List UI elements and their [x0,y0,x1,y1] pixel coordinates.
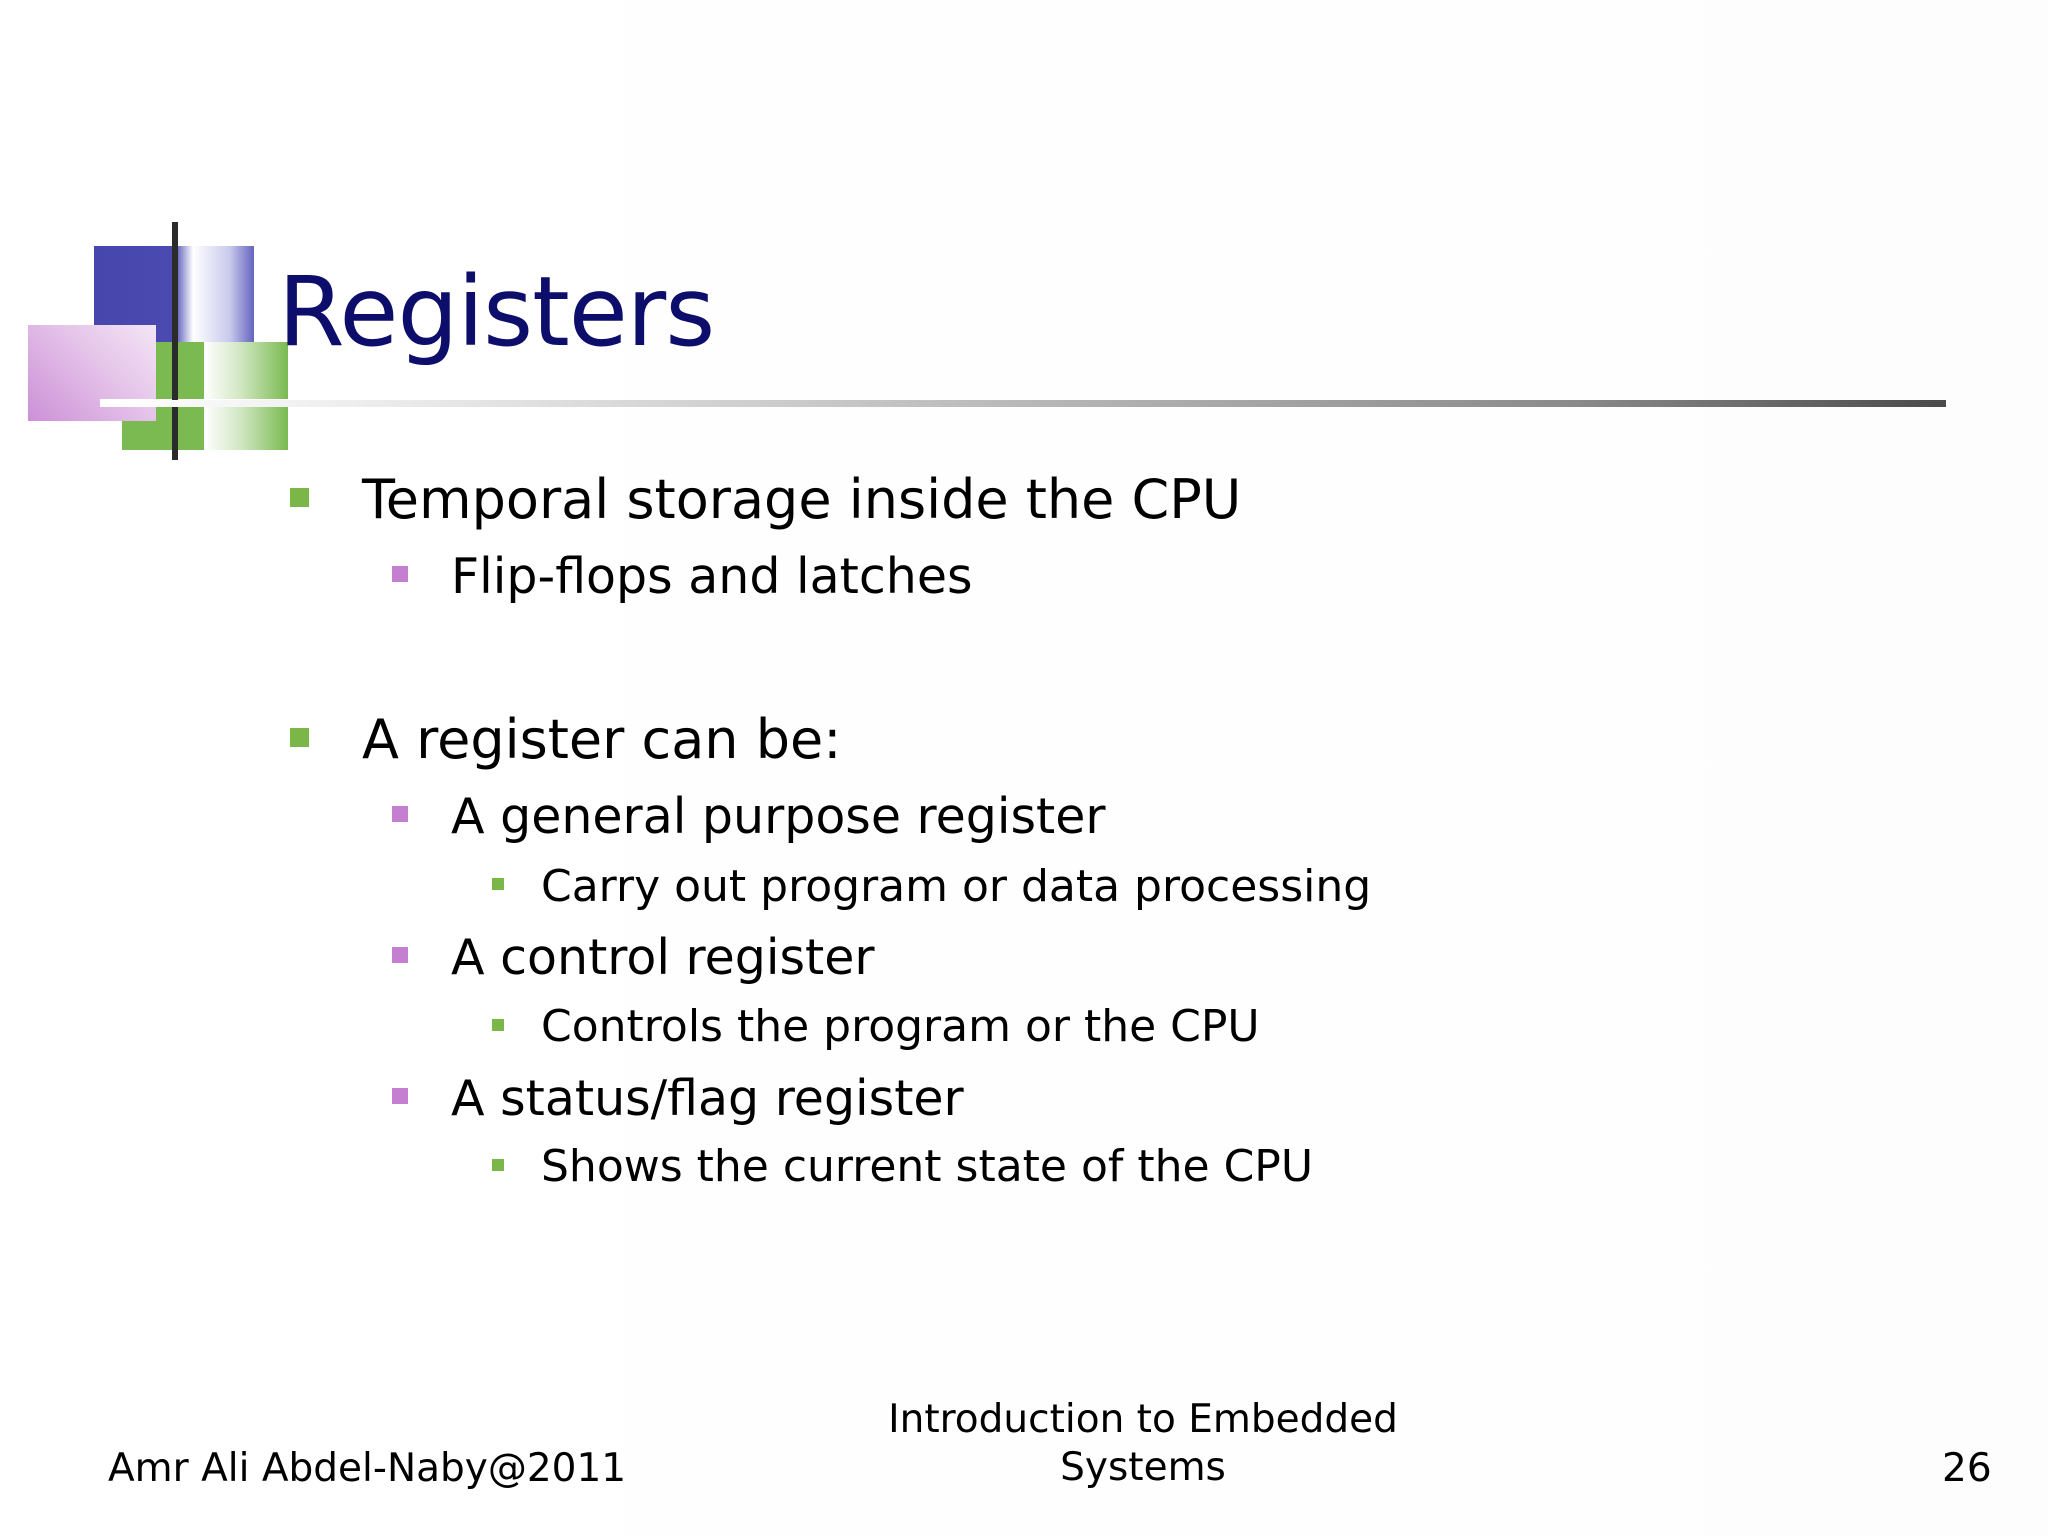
bullet-marker-level2 [392,1088,408,1104]
logo-green-gradient-square [204,342,288,450]
bullet-marker-level2 [392,566,408,582]
slide-title: Registers [278,256,715,368]
bullet-marker-level2 [392,806,408,822]
bullet-marker-level1 [290,488,309,507]
bullet-level2: A status/flag register [451,1070,964,1127]
bullet-marker-level1 [290,728,309,747]
bullet-level1: Temporal storage inside the CPU [362,468,1242,531]
bullet-level2: A control register [451,929,875,986]
bullet-marker-level3 [492,878,504,890]
bullet-marker-level3 [492,1019,504,1031]
footer-author: Amr Ali Abdel-Naby@2011 [108,1446,627,1491]
logo-vertical-line [172,222,178,460]
bullet-level3: Shows the current state of the CPU [541,1141,1314,1192]
bullet-marker-level2 [392,947,408,963]
bullet-level3: Controls the program or the CPU [541,1001,1260,1052]
footer-course-line2: Systems [1060,1445,1226,1490]
bullet-marker-level3 [492,1159,504,1171]
bullet-level1: A register can be: [362,708,842,771]
bullet-level2: Flip-flops and latches [451,548,973,605]
title-underline [100,400,1946,407]
footer-course-title [843,1396,1443,1492]
footer-page-number: 26 [1942,1446,1992,1491]
bullet-level3: Carry out program or data processing [541,861,1372,912]
bullet-level2: A general purpose register [451,788,1106,845]
footer-course-line1: Introduction to Embedded [888,1397,1398,1442]
